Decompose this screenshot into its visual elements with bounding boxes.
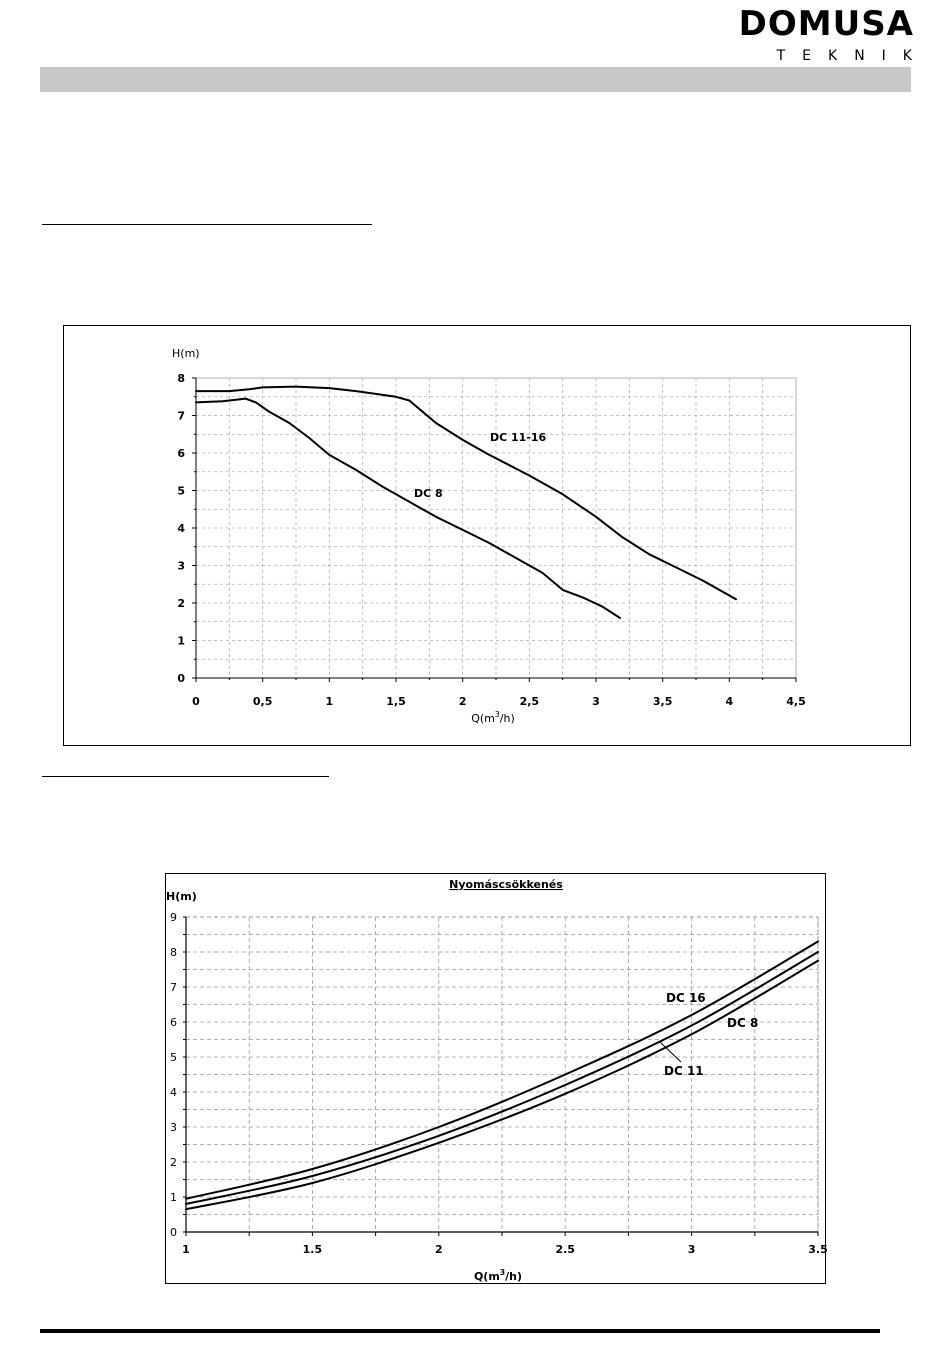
- y-tick-label: 4: [177, 522, 185, 535]
- series-label-dc-16: DC 16: [666, 991, 706, 1005]
- x-tick-label: 3: [687, 1243, 696, 1256]
- y-tick-label: 0: [170, 1226, 177, 1239]
- x-axis-label: $Q(m^3/h)$: [471, 710, 515, 725]
- x-tick-label: 2: [458, 695, 467, 708]
- y-tick-label: 4: [170, 1086, 177, 1099]
- x-tick-label: 4,5: [786, 695, 806, 708]
- x-tick-label: 0,5: [252, 695, 273, 708]
- x-tick-label: 3: [592, 695, 600, 708]
- y-tick-label: 2: [177, 597, 185, 610]
- x-tick-label: 2.5: [555, 1243, 575, 1256]
- logo-sub-text: TEKNIK: [776, 48, 929, 64]
- y-tick-label: 0: [177, 672, 185, 685]
- y-tick-label: 7: [177, 409, 185, 423]
- x-tick-label: 1: [325, 695, 334, 708]
- y-tick-label: 6: [170, 1016, 177, 1029]
- y-tick-label: 6: [177, 447, 185, 460]
- x-tick-label: 3.5: [808, 1243, 828, 1256]
- y-tick-label: 1: [177, 634, 185, 648]
- x-tick-label: 4: [725, 695, 734, 708]
- y-tick-label: 5: [170, 1051, 177, 1064]
- x-tick-label: 3,5: [652, 695, 673, 708]
- y-tick-label: 7: [170, 981, 177, 994]
- y-tick-label: 2: [170, 1156, 177, 1169]
- y-axis-label: H(m): [172, 347, 200, 360]
- series-label-dc-8: DC 8: [414, 487, 443, 500]
- footer-rule: [40, 1329, 880, 1333]
- x-axis-label: $Q(m^3/h)$: [473, 1268, 523, 1283]
- y-tick-label: 1: [170, 1191, 177, 1204]
- y-axis-label: H(m): [166, 890, 197, 903]
- series-label-dc-11: DC 11: [664, 1064, 704, 1078]
- y-tick-label: 9: [170, 911, 177, 924]
- series-label-dc-8: DC 8: [727, 1016, 759, 1030]
- y-tick-label: 8: [170, 946, 177, 959]
- x-tick-label: 0: [192, 695, 200, 708]
- x-tick-label: 1.5: [302, 1243, 323, 1256]
- y-tick-label: 3: [177, 559, 185, 573]
- chart-title: Nyomáscsökkenés: [449, 878, 563, 891]
- x-tick-label: 1,5: [386, 695, 406, 708]
- logo-brand-text: DOMUSA: [738, 4, 914, 44]
- x-tick-label: 2,5: [519, 695, 540, 708]
- series-label-dc-11-16: DC 11-16: [490, 431, 547, 444]
- x-tick-label: 1: [182, 1243, 190, 1256]
- y-tick-label: 5: [177, 484, 185, 498]
- x-tick-label: 2: [434, 1243, 443, 1256]
- y-tick-label: 3: [170, 1121, 177, 1134]
- y-tick-label: 8: [177, 372, 185, 385]
